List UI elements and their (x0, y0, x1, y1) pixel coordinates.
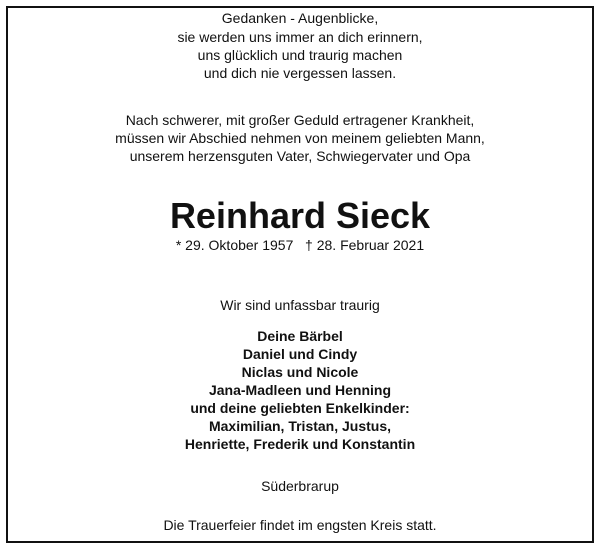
mourning-line: Wir sind unfassbar traurig (220, 297, 380, 313)
poem-line: uns glücklich und traurig machen (197, 47, 403, 63)
intro-line: müssen wir Abschied nehmen von meinem geliebten Mann, (115, 130, 485, 146)
birth-date: * 29. Oktober 1957 (175, 237, 294, 253)
notice-border (6, 6, 594, 543)
intro-line: unserem herzensguten Vater, Schwiegervater und Opa (129, 148, 471, 164)
mourner: Henriette, Frederik und Konstantin (184, 436, 416, 452)
death-date: † 28. Februar 2021 (305, 237, 425, 253)
poem-line: Gedanken - Augenblicke, (221, 10, 379, 26)
deceased-name: Reinhard Sieck (169, 195, 431, 236)
poem-line: und dich nie vergessen lassen. (203, 65, 397, 81)
poem-line: sie werden uns immer an dich erinnern, (177, 29, 423, 45)
mourner: Daniel und Cindy (242, 346, 358, 362)
mourner: Deine Bärbel (257, 328, 343, 344)
intro-line: Nach schwerer, mit großer Geduld ertragener Krankheit, (125, 112, 475, 128)
mourner: und deine geliebten Enkelkinder: (190, 400, 410, 416)
mourner: Maximilian, Tristan, Justus, (208, 418, 392, 434)
mourner: Niclas und Nicole (241, 364, 359, 380)
mourner: Jana-Madleen und Henning (208, 382, 391, 398)
life-dates (0, 236, 600, 255)
place-name: Süderbrarup (261, 478, 339, 494)
funeral-note: Die Trauerfeier findet im engsten Kreis statt. (163, 517, 437, 533)
